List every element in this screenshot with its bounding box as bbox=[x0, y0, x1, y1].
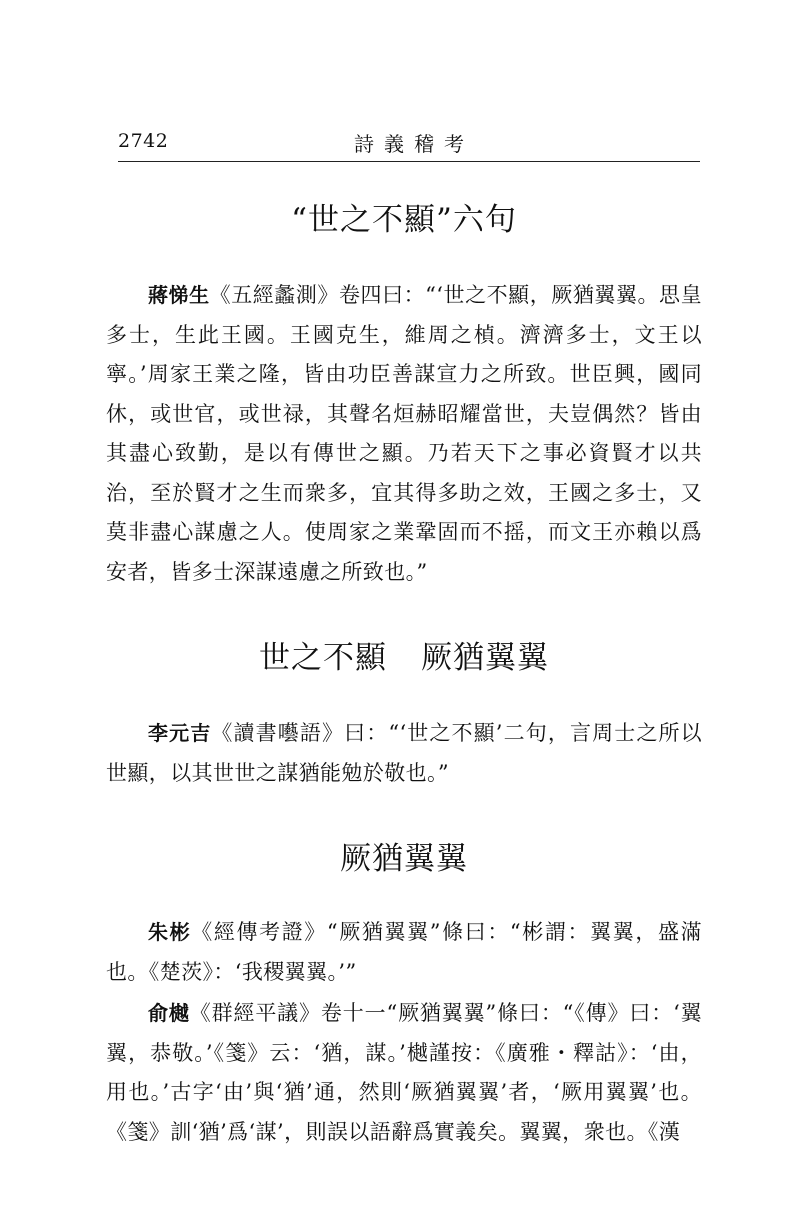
commentary-text: 《讀書囈語》曰：“‘世之不顯’二句，言周士之所以世顯，以其世世之謀猶能勉於敬也。” bbox=[106, 721, 702, 785]
running-title: 詩義稽考 bbox=[354, 132, 474, 156]
commentary-paragraph bbox=[106, 276, 702, 592]
commentary-text: 《經傳考證》“厥猶翼翼”條曰：“彬謂：翼翼，盛滿也。《楚茨》：‘我稷翼翼。’” bbox=[106, 920, 702, 984]
section-heading bbox=[106, 636, 702, 680]
commentary-paragraph bbox=[106, 714, 702, 793]
section-heading: 厥猶翼翼 bbox=[340, 841, 468, 877]
page-body bbox=[106, 198, 702, 1152]
author-name: 蔣悌生 bbox=[148, 283, 210, 307]
author-name: 朱彬 bbox=[148, 920, 192, 944]
page-header bbox=[118, 128, 700, 160]
header-rule bbox=[118, 161, 700, 162]
commentary-text: 《五經蠡測》卷四曰：“‘世之不顯，厥猶翼翼。思皇多士，生此王國。王國克生，維周之楨。濟濟多士，文王以寧。’周家王業之隆，皆由功臣善謀宣力之所致。世臣興，國同休，或世官，或世禄，其聲名烜赫昭耀當世，夫豈偶然？皆由其盡心致勤，是以有傳世之顯。乃若天下之事必資賢才以共治，至於賢才之生而衆多，宜其得多助之效，王國之多士，又莫非盡心謀慮之人。使周家之業鞏固而不摇，而文王亦賴以爲安者，皆多士深謀遠慮之所致也。” bbox=[106, 283, 702, 584]
section-heading-part: 厥猶翼翼 bbox=[421, 640, 549, 676]
page-number: 2742 bbox=[118, 130, 169, 152]
author-name: 李元吉 bbox=[148, 721, 212, 745]
commentary-paragraph bbox=[106, 994, 702, 1152]
section-heading-part: 世之不顯 bbox=[259, 640, 387, 676]
commentary-text: 《群經平議》卷十一“厥猶翼翼”條曰：“《傳》曰：‘翼翼，恭敬。’《箋》云：‘猶，謀。’樾謹按：《廣雅・釋詁》：‘由，用也。’古字‘由’與‘猶’通，然則‘厥猶翼翼’者，‘厥用翼翼’也。《箋》訓‘猶’爲‘謀’，則誤以語辭爲實義矣。翼翼，衆也。《漢 bbox=[106, 1001, 703, 1144]
commentary-paragraph bbox=[106, 913, 702, 992]
section-heading: “世之不顯”六句 bbox=[291, 202, 517, 238]
author-name: 俞樾 bbox=[148, 1001, 190, 1025]
